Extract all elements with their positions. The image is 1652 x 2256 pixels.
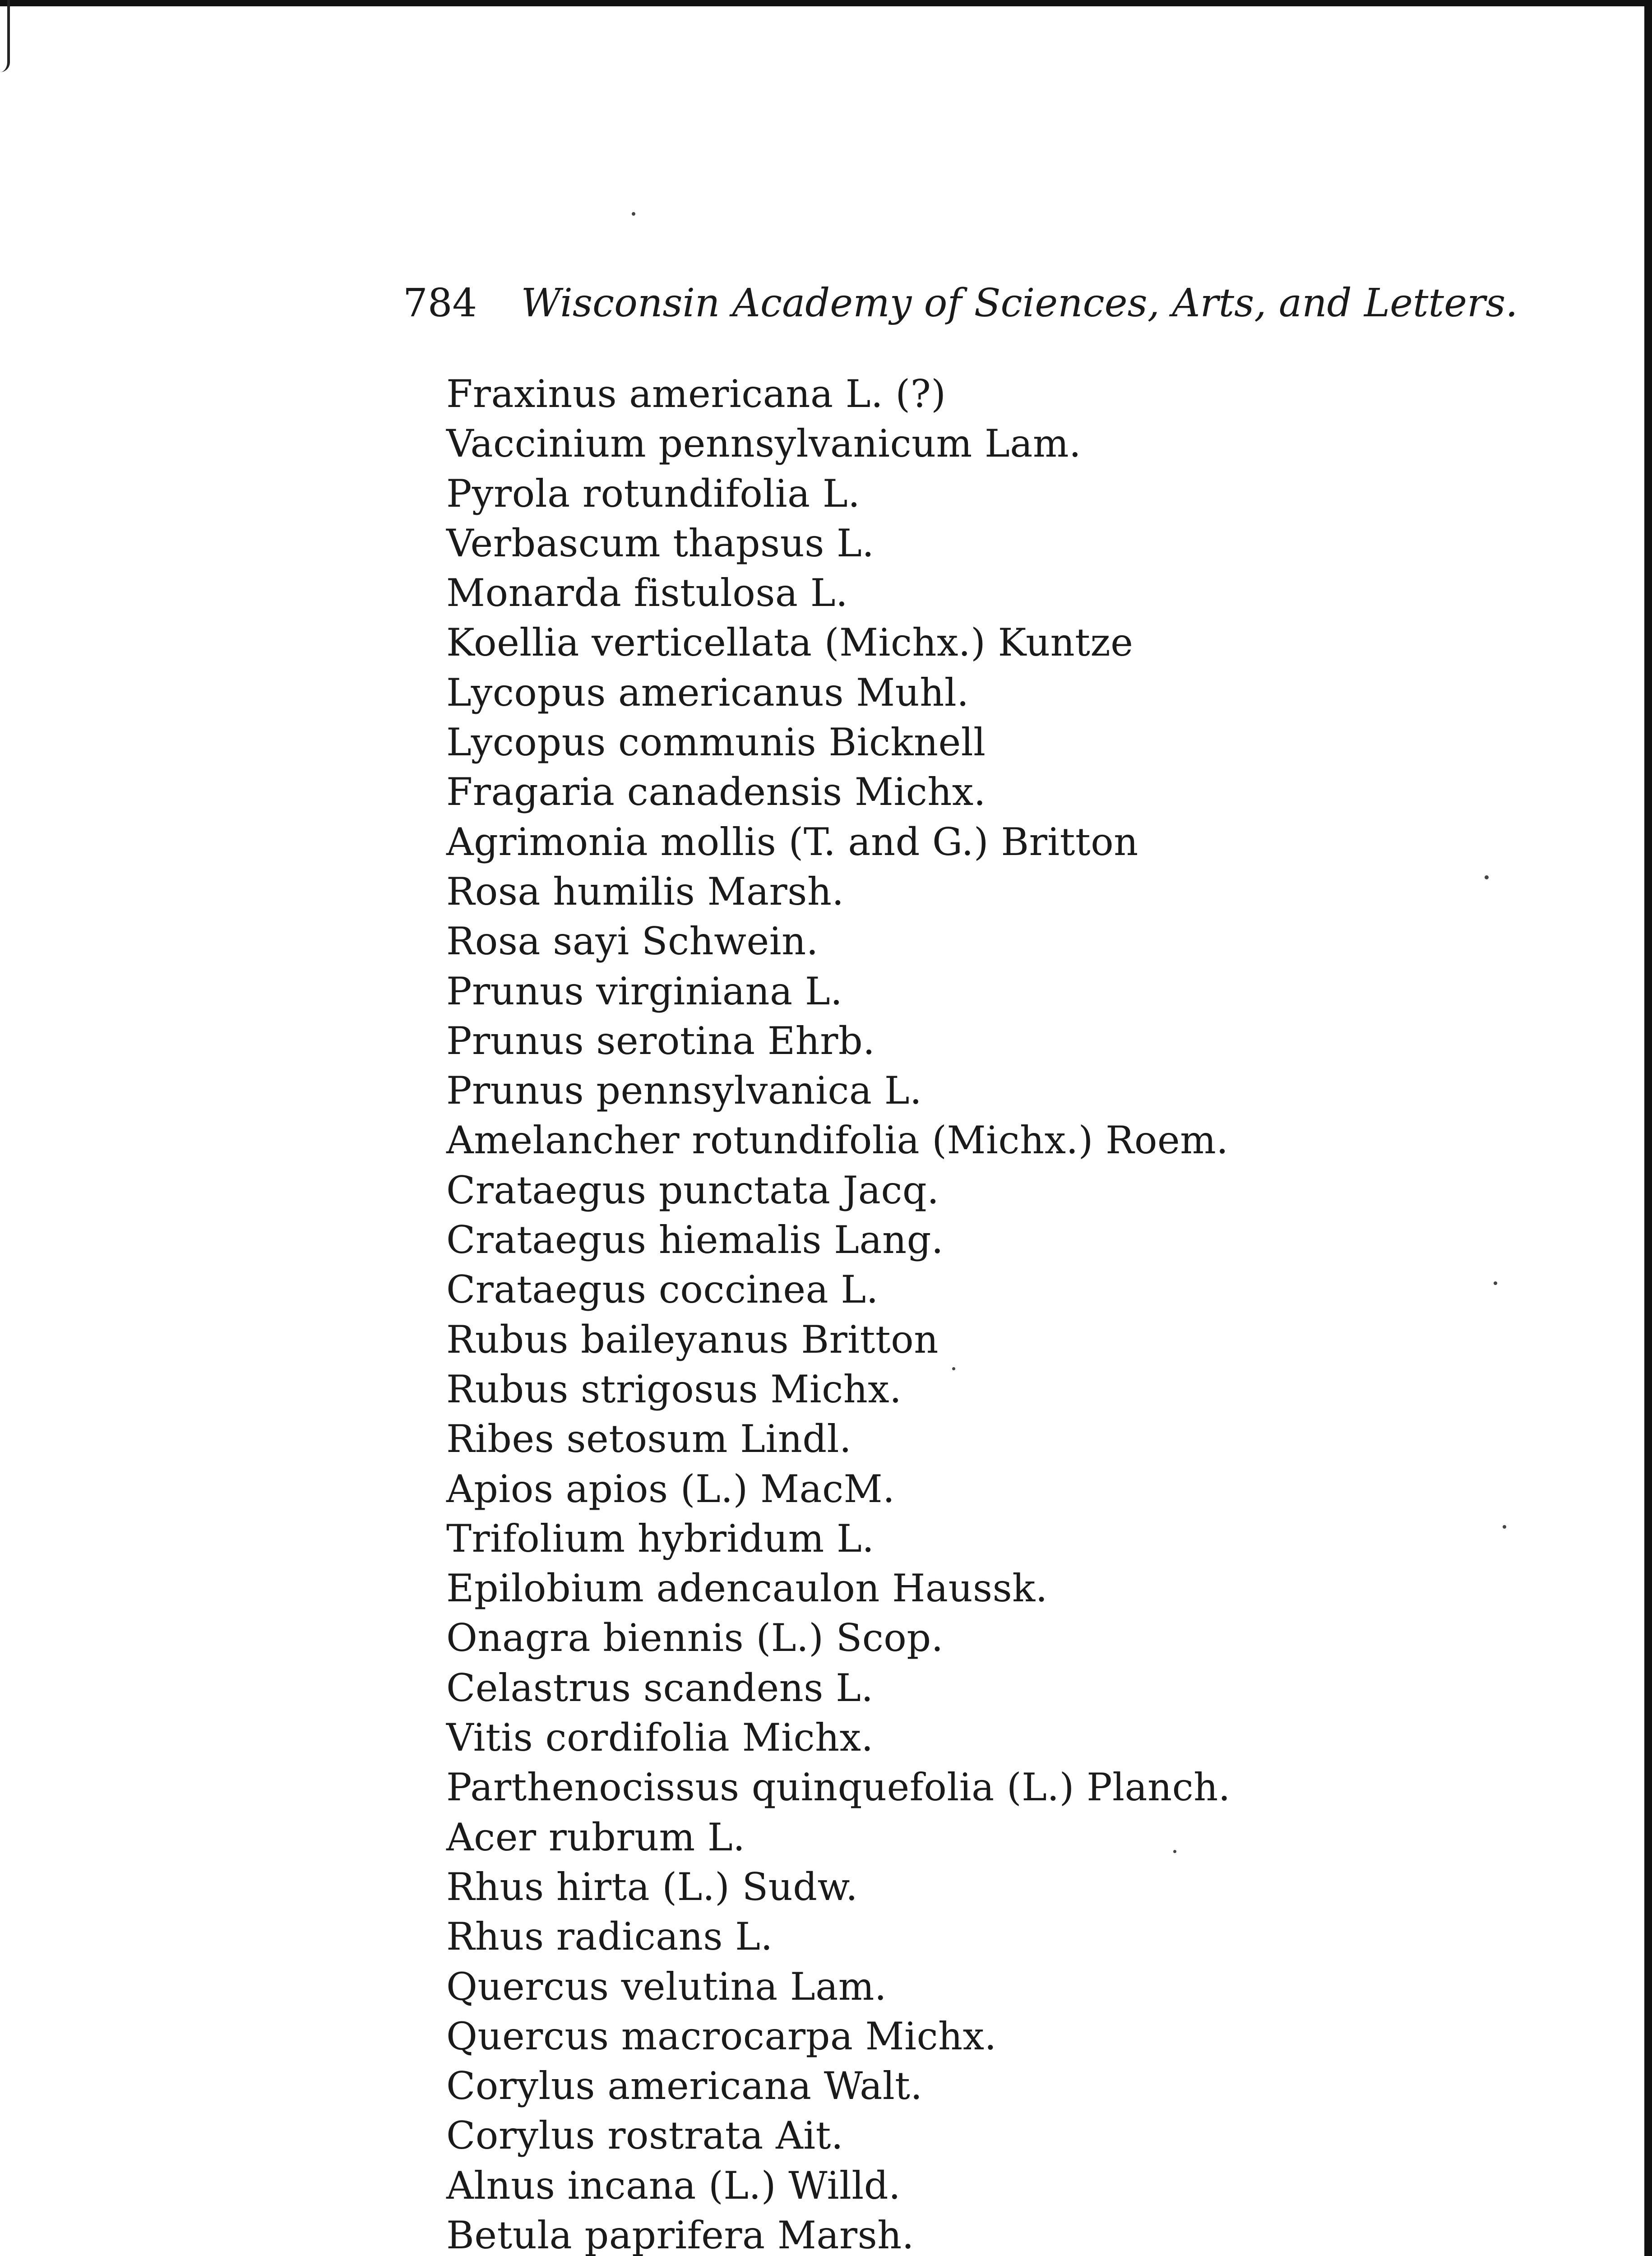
species-entry: Celastrus scandens L. <box>446 1665 874 1710</box>
species-entry: Pyrola rotundifolia L. <box>446 471 861 516</box>
species-entry: Fraxinus americana L. (?) <box>446 372 946 416</box>
species-entry: Betula paprifera Marsh. <box>446 2213 914 2256</box>
species-entry: Rhus radicans L. <box>446 1914 773 1959</box>
species-entry: Acer rubrum L. <box>446 1815 745 1859</box>
species-entry: Crataegus punctata Jacq. <box>446 1168 939 1212</box>
scan-speck <box>952 1367 955 1370</box>
species-entry: Quercus macrocarpa Michx. <box>446 2014 997 2058</box>
species-entry: Lycopus communis Bicknell <box>446 720 986 765</box>
page-number: 784 <box>403 281 477 326</box>
species-entry: Crataegus coccinea L. <box>446 1267 879 1312</box>
scan-edge-top <box>0 0 1652 6</box>
species-entry: Rubus baileyanus Britton <box>446 1317 939 1362</box>
scan-speck <box>1503 1525 1506 1529</box>
species-entry: Prunus serotina Ehrb. <box>446 1018 875 1063</box>
species-entry: Parthenocissus quinquefolia (L.) Planch. <box>446 1765 1231 1810</box>
scan-speck <box>1485 875 1489 879</box>
species-entry: Rosa sayi Schwein. <box>446 919 819 964</box>
scan-speck <box>1173 1850 1176 1853</box>
species-entry: Rubus strigosus Michx. <box>446 1367 902 1411</box>
species-entry: Amelancher rotundifolia (Michx.) Roem. <box>446 1118 1229 1163</box>
species-entry: Koellia verticellata (Michx.) Kuntze <box>446 620 1134 665</box>
species-entry: Trifolium hybridum L. <box>446 1516 875 1561</box>
species-entry: Epilobium adencaulon Haussk. <box>446 1566 1048 1611</box>
species-entry: Quercus velutina Lam. <box>446 1964 887 2009</box>
scan-edge-left-curl <box>0 0 10 72</box>
running-title: Wisconsin Academy of Sciences, Arts, and Letters. <box>521 281 1518 326</box>
species-entry: Lycopus americanus Muhl. <box>446 670 969 715</box>
scan-speck <box>1494 1281 1497 1285</box>
species-entry: Onagra biennis (L.) Scop. <box>446 1616 944 1660</box>
species-entry: Agrimonia mollis (T. and G.) Britton <box>446 819 1138 864</box>
species-entry: Ribes setosum Lindl. <box>446 1417 852 1461</box>
species-entry: Monarda fistulosa L. <box>446 571 848 615</box>
species-entry: Crataegus hiemalis Lang. <box>446 1218 944 1262</box>
species-entry: Apios apios (L.) MacM. <box>446 1466 895 1511</box>
page-header <box>403 276 1518 330</box>
species-entry: Corylus americana Walt. <box>446 2064 923 2108</box>
species-entry: Prunus pennsylvanica L. <box>446 1068 922 1113</box>
species-entry: Rosa humilis Marsh. <box>446 869 844 914</box>
species-entry: Alnus incana (L.) Willd. <box>446 2163 901 2208</box>
species-entry: Vitis cordifolia Michx. <box>446 1715 874 1760</box>
scan-edge-right <box>1644 0 1652 2256</box>
species-entry: Fragaria canadensis Michx. <box>446 770 986 814</box>
species-entry: Vaccinium pennsylvanicum Lam. <box>446 421 1082 466</box>
scan-speck <box>632 212 635 216</box>
species-list <box>446 369 1439 2256</box>
species-entry: Verbascum thapsus L. <box>446 521 875 565</box>
species-entry: Prunus virginiana L. <box>446 969 843 1013</box>
species-entry: Corylus rostrata Ait. <box>446 2113 844 2158</box>
species-entry: Rhus hirta (L.) Sudw. <box>446 1864 858 1909</box>
